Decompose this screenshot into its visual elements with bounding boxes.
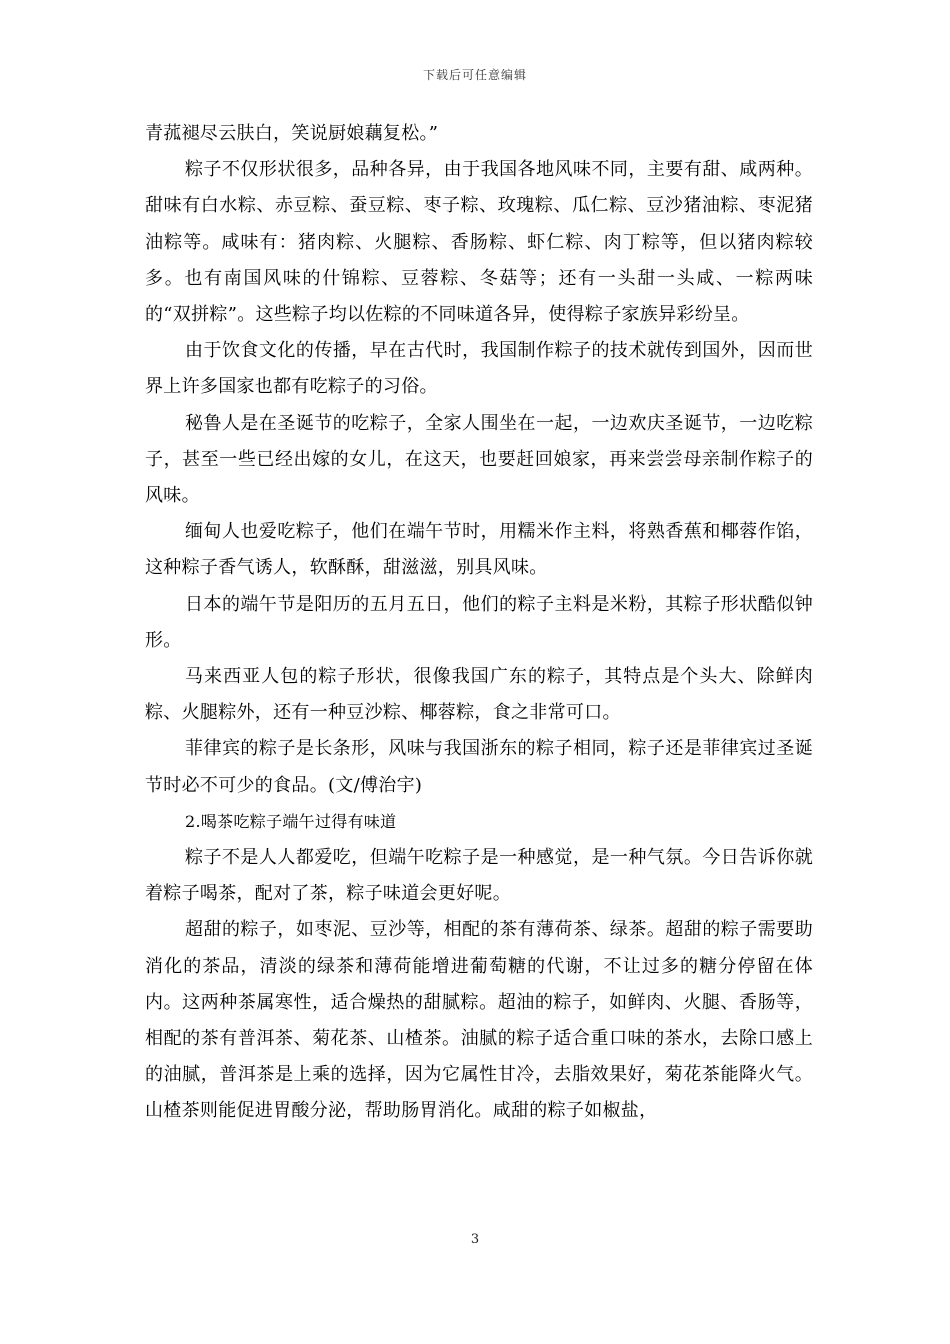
- page-header: 下载后可任意编辑: [422, 68, 527, 82]
- section-heading: 2.喝茶吃粽子端午过得有味道: [185, 811, 397, 831]
- paragraph-poem-line: 青菰褪尽云肤白，笑说厨娘藕复松。”: [145, 123, 439, 144]
- document-body: [145, 116, 813, 1130]
- paragraph-peru: 秘鲁人是在圣诞节的吃粽子，全家人围坐在一起，一边欢庆圣诞节，一边吃粽子，甚至一些已经出嫁的女儿，在这天，也要赶回娘家，再来尝尝母亲制作粽子的风味。: [145, 412, 813, 507]
- paragraph-tea-pairing: 超甜的粽子，如枣泥、豆沙等，相配的茶有薄荷茶、绿茶。超甜的粽子需要助消化的茶品，清淡的绿茶和薄荷能增进葡萄糖的代谢，不让过多的糖分停留在体内。这两种茶属寒性，适合燥热的甜腻粽。超油的粽子，如鲜肉、火腿、香肠等，相配的茶有普洱茶、菊花茶、山楂茶。油腻的粽子适合重口味的茶水，去除口感上的油腻，普洱茶是上乘的选择，因为它属性甘冷，去脂效果好，菊花茶能降火气。山楂茶则能促进胃酸分泌，帮助肠胃消化。咸甜的粽子如椒盐，: [145, 919, 813, 1122]
- paragraph-spread-abroad: 由于饮食文化的传播，早在古代时，我国制作粽子的技术就传到国外，因而世界上许多国家也都有吃粽子的习俗。: [145, 340, 813, 398]
- paragraph-malaysia: 马来西亚人包的粽子形状，很像我国广东的粽子，其特点是个头大、除鲜肉粽、火腿粽外，还有一种豆沙粽、椰蓉粽，食之非常可口。: [145, 666, 813, 724]
- paragraph-zongzi-varieties: 粽子不仅形状很多，品种各异，由于我国各地风味不同，主要有甜、咸两种。甜味有白水粽、赤豆粽、蚕豆粽、枣子粽、玫瑰粽、瓜仁粽、豆沙猪油粽、枣泥猪油粽等。咸味有：猪肉粽、火腿粽、香肠粽、虾仁粽、肉丁粽等，但以猪肉粽较多。也有南国风味的什锦粽、豆蓉粽、冬菇等；还有一头甜一头咸、一粽两味的“双拼粽”。这些粽子均以佐粽的不同味道各异，使得粽子家族异彩纷呈。: [145, 159, 813, 326]
- paragraph-japan: 日本的端午节是阳历的五月五日，他们的粽子主料是米粉，其粽子形状酷似钟形。: [145, 593, 813, 651]
- paragraph-philippines: 菲律宾的粽子是长条形，风味与我国浙东的粽子相同，粽子还是菲律宾过圣诞节时必不可少的食品。(文/傅治宇): [145, 738, 813, 796]
- paragraph-tea-intro: 粽子不是人人都爱吃，但端午吃粽子是一种感觉，是一种气氛。今日告诉你就着粽子喝茶，配对了茶，粽子味道会更好呢。: [145, 847, 813, 905]
- paragraph-myanmar: 缅甸人也爱吃粽子，他们在端午节时，用糯米作主料，将熟香蕉和椰蓉作馅，这种粽子香气诱人，软酥酥，甜滋滋，别具风味。: [145, 521, 813, 579]
- page-number: 3: [470, 1232, 480, 1247]
